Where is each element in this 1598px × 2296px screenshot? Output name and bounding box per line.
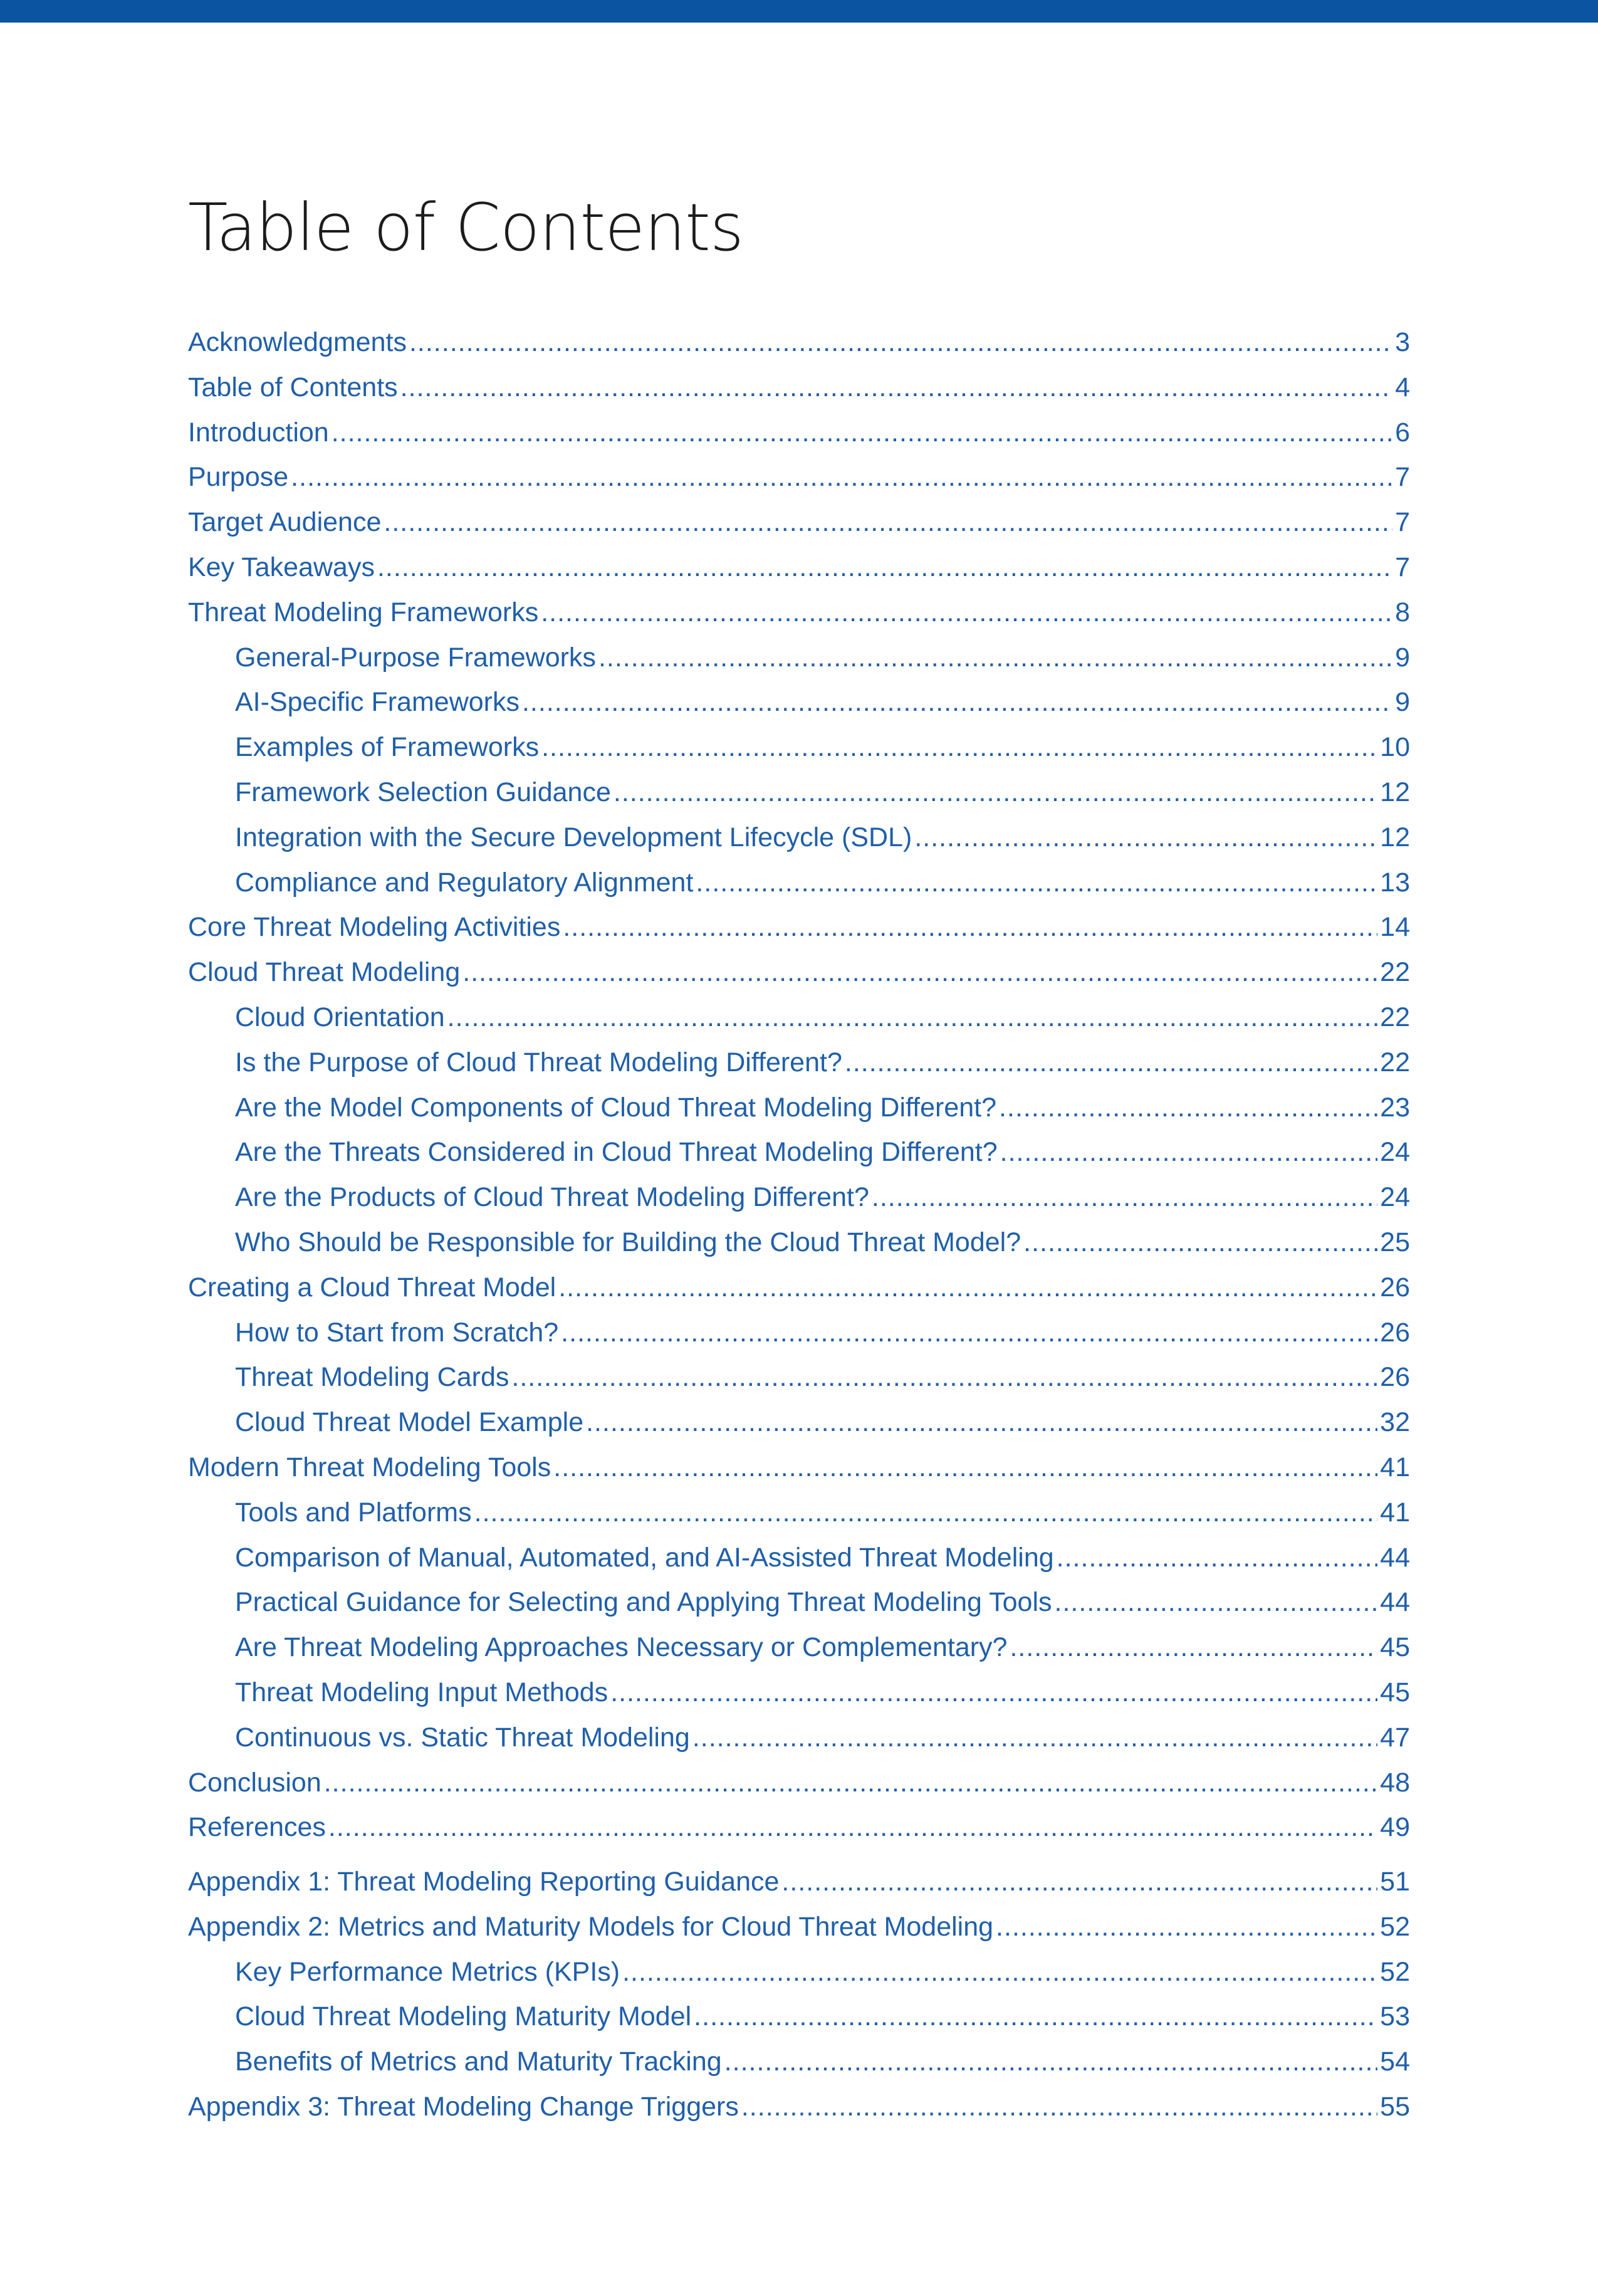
toc-entry-page-number: 9 [1395,642,1410,673]
toc-dot-leader [999,1086,1377,1131]
toc-entry-title: Are the Model Components of Cloud Threat Modeling Different? [235,1092,997,1123]
toc-entry-title: Appendix 1: Threat Modeling Reporting Guidance [188,1867,780,1897]
toc-entry[interactable] [188,1130,1410,1175]
toc-entry-title: Conclusion [188,1767,321,1798]
toc-dot-leader [696,861,1377,906]
toc-entry-title: Is the Purpose of Cloud Threat Modeling Different? [235,1047,842,1077]
toc-dot-leader [692,1716,1377,1761]
toc-entry-page-number: 44 [1380,1542,1410,1573]
toc-entry-page-number: 53 [1380,2001,1410,2032]
toc-entry[interactable] [188,1995,1410,2040]
toc-dot-leader [781,1860,1377,1905]
toc-dot-leader [1055,1580,1378,1625]
toc-entry-page-number: 41 [1380,1497,1410,1528]
toc-entry-title: Compliance and Regulatory Alignment [235,867,694,898]
toc-entry-title: Are the Threats Considered in Cloud Threat Modeling Different? [235,1137,998,1168]
toc-entry-title: Who Should be Responsible for Building the Cloud Threat Model? [235,1227,1021,1257]
toc-entry-title: Continuous vs. Static Threat Modeling [235,1722,690,1753]
toc-entry[interactable] [188,770,1410,815]
toc-entry-title: Are Threat Modeling Approaches Necessary or Complementary? [235,1632,1008,1663]
toc-entry[interactable] [188,2085,1410,2130]
toc-entry-page-number: 44 [1380,1587,1410,1618]
toc-entry[interactable] [188,320,1410,365]
toc-entry-page-number: 51 [1380,1867,1410,1897]
toc-entry-page-number: 26 [1380,1272,1410,1303]
toc-dot-leader [541,590,1392,636]
toc-entry-page-number: 7 [1395,552,1410,582]
toc-entry[interactable] [188,1805,1410,1850]
toc-entry[interactable] [188,1860,1410,1905]
toc-entry[interactable] [188,1580,1410,1625]
toc-entry-title: Acknowledgments [188,327,407,357]
toc-entry[interactable] [188,1950,1410,1995]
toc-entry-page-number: 22 [1380,1047,1410,1077]
toc-dot-leader [586,1400,1377,1445]
toc-entry[interactable] [188,1400,1410,1445]
toc-entry-page-number: 55 [1380,2092,1410,2122]
toc-entry-page-number: 7 [1395,462,1410,493]
toc-dot-leader [914,815,1377,861]
toc-dot-leader [324,1761,1377,1806]
toc-entry-page-number: 54 [1380,2047,1410,2077]
toc-dot-leader [694,1995,1377,2040]
toc-entry[interactable] [188,1086,1410,1131]
toc-dot-leader [610,1670,1377,1716]
toc-dot-leader [724,2040,1377,2085]
toc-entry[interactable] [188,636,1410,681]
toc-dot-leader [561,1311,1377,1356]
toc-entry-page-number: 41 [1380,1452,1410,1482]
toc-entry[interactable] [188,1625,1410,1670]
toc-entry-title: Cloud Threat Modeling Maturity Model [235,2001,692,2032]
toc-entry-title: Modern Threat Modeling Tools [188,1452,551,1482]
toc-entry-page-number: 52 [1380,1911,1410,1942]
toc-entry-title: Threat Modeling Frameworks [188,597,539,627]
toc-entry-title: Target Audience [188,507,382,538]
toc-entry[interactable] [188,1445,1410,1491]
toc-entry-title: Core Threat Modeling Activities [188,912,561,943]
toc-entry-title: Purpose [188,462,289,493]
toc-entry-page-number: 26 [1380,1317,1410,1348]
toc-entry-title: Tools and Platforms [235,1497,472,1528]
toc-entry-title: Table of Contents [188,372,398,402]
toc-dot-leader [845,1041,1377,1086]
toc-dot-leader [511,1355,1377,1400]
toc-entry[interactable] [188,1491,1410,1536]
page-title: Table of Contents [188,189,744,266]
toc-dot-leader [996,1905,1377,1950]
toc-entry-page-number: 45 [1380,1632,1410,1663]
toc-dot-leader [614,770,1377,815]
toc-entry-title: Introduction [188,417,329,448]
toc-entry-page-number: 8 [1395,597,1410,627]
toc-dot-leader [563,905,1377,950]
toc-entry-page-number: 3 [1395,327,1410,357]
toc-entry-page-number: 4 [1395,372,1410,402]
toc-entry-title: Cloud Threat Model Example [235,1407,584,1438]
toc-dot-leader [553,1445,1377,1491]
toc-entry-page-number: 24 [1380,1182,1410,1213]
toc-dot-leader [522,680,1392,725]
toc-entry-page-number: 48 [1380,1767,1410,1798]
toc-entry[interactable] [188,815,1410,861]
toc-entry-title: Creating a Cloud Threat Model [188,1272,556,1303]
toc-entry-page-number: 45 [1380,1677,1410,1707]
toc-entry-title: AI-Specific Frameworks [235,687,520,718]
toc-entry[interactable] [188,545,1410,590]
toc-dot-leader [474,1491,1378,1536]
toc-entry-page-number: 25 [1380,1227,1410,1257]
toc-dot-leader [291,455,1392,500]
toc-dot-leader [447,995,1378,1041]
toc-entry-title: Threat Modeling Input Methods [235,1677,608,1707]
toc-entry[interactable] [188,411,1410,456]
toc-entry[interactable] [188,861,1410,906]
toc-entry-page-number: 26 [1380,1362,1410,1393]
toc-entry-page-number: 14 [1380,912,1410,943]
toc-entry[interactable] [188,1311,1410,1356]
toc-entry[interactable] [188,500,1410,545]
toc-entry[interactable] [188,950,1410,995]
toc-entry-title: Cloud Threat Modeling [188,957,461,988]
toc-entry-page-number: 6 [1395,417,1410,448]
toc-dot-leader [384,500,1392,545]
toc-entry-page-number: 23 [1380,1092,1410,1123]
toc-entry[interactable] [188,1670,1410,1716]
toc-dot-leader [332,411,1392,456]
toc-entry[interactable] [188,2040,1410,2085]
toc-dot-leader [598,636,1392,681]
toc-entry-page-number: 10 [1380,732,1410,763]
toc-entry-title: Appendix 3: Threat Modeling Change Triggers [188,2092,739,2122]
toc-entry-page-number: 22 [1380,1002,1410,1032]
toc-dot-leader [409,320,1392,365]
top-accent-bar [0,0,1598,23]
toc-entry[interactable] [188,455,1410,500]
toc-entry-page-number: 52 [1380,1956,1410,1987]
toc-entry-title: Practical Guidance for Selecting and Applying Threat Modeling Tools [235,1587,1052,1618]
toc-entry-page-number: 22 [1380,957,1410,988]
toc-entry[interactable] [188,1266,1410,1311]
toc-entry[interactable] [188,590,1410,636]
toc-entry-title: Key Performance Metrics (KPIs) [235,1956,620,1987]
toc-entry[interactable] [188,1536,1410,1581]
toc-entry-page-number: 12 [1380,777,1410,807]
toc-entry[interactable] [188,995,1410,1041]
toc-entry-page-number: 24 [1380,1137,1410,1168]
toc-dot-leader [1010,1625,1377,1670]
toc-entry[interactable] [188,1355,1410,1400]
toc-entry-page-number: 47 [1380,1722,1410,1753]
toc-entry[interactable] [188,1761,1410,1806]
toc-dot-leader [462,950,1377,995]
toc-entry-page-number: 13 [1380,867,1410,898]
toc-entry-title: References [188,1812,326,1843]
toc-entry-title: Appendix 2: Metrics and Maturity Models for Cloud Threat Modeling [188,1911,994,1942]
toc-entry-page-number: 49 [1380,1812,1410,1843]
toc-dot-leader [400,365,1392,411]
toc-entry-title: Integration with the Secure Development Lifecycle (SDL) [235,822,912,852]
toc-dot-leader [872,1175,1377,1220]
toc-entry[interactable] [188,680,1410,725]
toc-entry-page-number: 7 [1395,507,1410,538]
toc-dot-leader [622,1950,1377,1995]
toc-entry-title: How to Start from Scratch? [235,1317,559,1348]
toc-entry-title: Benefits of Metrics and Maturity Tracking [235,2047,722,2077]
toc-entry[interactable] [188,1220,1410,1266]
toc-dot-leader [377,545,1392,590]
toc-dot-leader [1023,1220,1377,1266]
toc-dot-leader [1057,1536,1378,1581]
toc-entry[interactable] [188,725,1410,770]
toc-entry-title: Cloud Orientation [235,1002,445,1032]
toc-dot-leader [1000,1130,1378,1175]
toc-entry[interactable] [188,905,1410,950]
toc-entry-title: Key Takeaways [188,552,375,582]
toc-entry-page-number: 9 [1395,687,1410,718]
table-of-contents [188,320,1410,2130]
toc-entry-page-number: 12 [1380,822,1410,852]
toc-entry-title: Comparison of Manual, Automated, and AI-Assisted Threat Modeling [235,1542,1054,1573]
toc-dot-leader [741,2085,1377,2130]
toc-entry-title: Framework Selection Guidance [235,777,611,807]
toc-entry[interactable] [188,1905,1410,1950]
toc-entry-title: Threat Modeling Cards [235,1362,509,1393]
toc-entry[interactable] [188,1041,1410,1086]
toc-entry-title: General-Purpose Frameworks [235,642,596,673]
toc-entry[interactable] [188,365,1410,411]
toc-dot-leader [558,1266,1377,1311]
toc-entry-title: Are the Products of Cloud Threat Modeling Different? [235,1182,869,1213]
toc-dot-leader [541,725,1377,770]
toc-dot-leader [328,1805,1377,1850]
toc-entry[interactable] [188,1716,1410,1761]
toc-entry-title: Examples of Frameworks [235,732,540,763]
toc-entry[interactable] [188,1175,1410,1220]
toc-entry-page-number: 32 [1380,1407,1410,1438]
